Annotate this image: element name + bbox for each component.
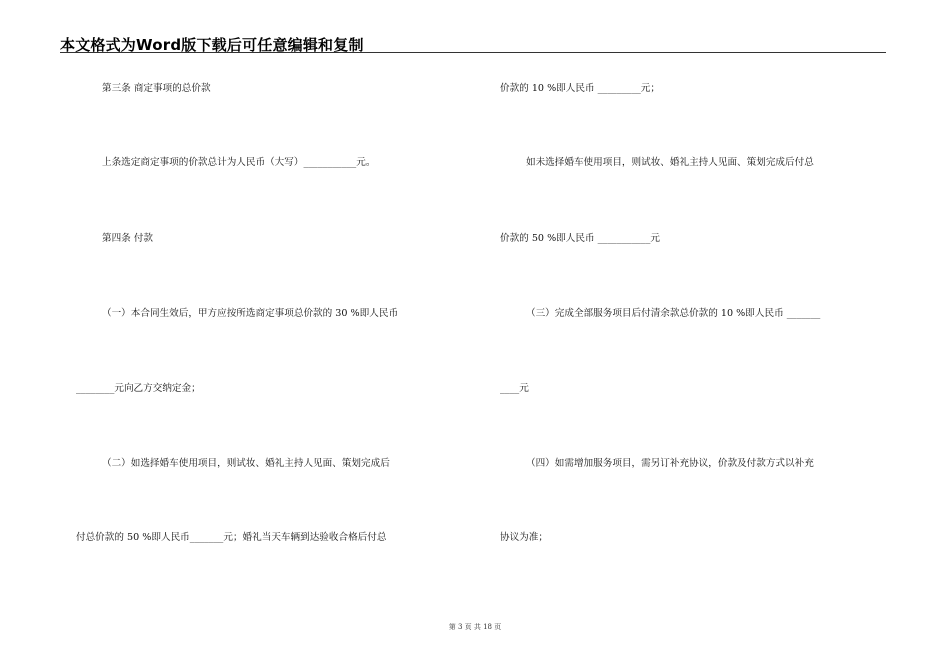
paragraph-payment-4-cont: 协议为准； — [500, 532, 548, 543]
paragraph-payment-3: （三）完成全部服务项目后付清余款总价款的 10 %即人民币 _______ — [526, 308, 821, 319]
paragraph-payment-2-end: 价款的 10 %即人民币 _________元； — [500, 83, 660, 94]
paragraph-total-amount: 上条选定商定事项的价款总计为人民币（大写）___________元。 — [102, 157, 376, 168]
header-divider — [60, 52, 886, 53]
section-heading-total-price: 第三条 商定事项的总价款 — [102, 83, 211, 94]
paragraph-payment-1: （一）本合同生效后，甲方应按所选商定事项总价款的 30 %即人民币 — [102, 308, 399, 319]
paragraph-payment-2-cont: 付总价款的 50 %即人民币_______元；婚礼当天车辆到达验收合格后付总 — [76, 532, 387, 543]
paragraph-payment-4: （四）如需增加服务项目，需另订补充协议，价款及付款方式以补充 — [526, 458, 814, 469]
section-heading-payment: 第四条 付款 — [102, 233, 154, 244]
page-header-title: 本文格式为Word版下载后可任意编辑和复制 — [60, 36, 364, 54]
paragraph-payment-1-cont: ________元向乙方交纳定金； — [76, 383, 201, 394]
paragraph-payment-2: （二）如选择婚车使用项目，则试妆、婚礼主持人见面、策划完成后 — [102, 458, 390, 469]
paragraph-no-car-option-cont: 价款的 50 %即人民币 ___________元 — [500, 233, 660, 244]
paragraph-payment-3-cont: ____元 — [500, 383, 529, 394]
page-number-footer: 第 3 页 共 18 页 — [448, 623, 502, 631]
paragraph-no-car-option: 如未选择婚车使用项目，则试妆、婚礼主持人见面、策划完成后付总 — [526, 157, 814, 168]
